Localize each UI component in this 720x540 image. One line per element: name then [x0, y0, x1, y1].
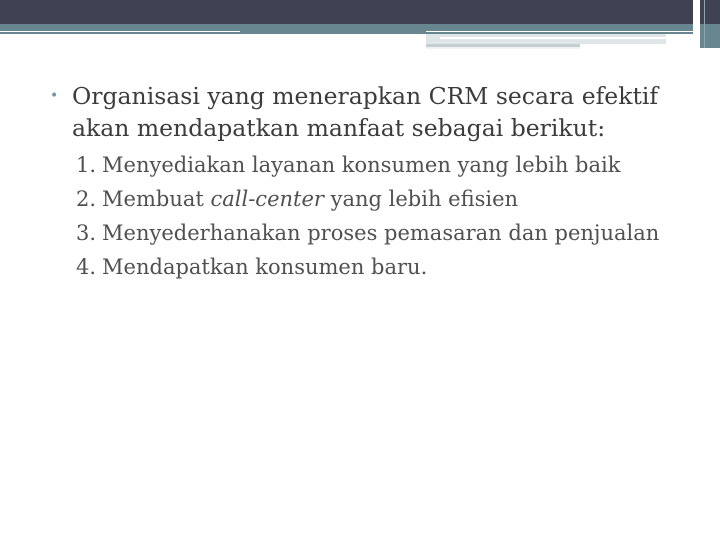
list-item-emphasis: call-center	[210, 187, 324, 211]
list-item-text	[102, 182, 700, 216]
header-accent-line	[0, 24, 720, 34]
list-number: 1.	[76, 153, 97, 177]
decor-corner	[693, 0, 700, 48]
decor-line	[0, 31, 240, 32]
list-number: 2.	[76, 187, 97, 211]
numbered-list	[76, 148, 700, 284]
decor-line	[426, 31, 696, 32]
list-item-text-pre: Membuat	[102, 187, 211, 211]
header-band	[0, 0, 720, 24]
decor-line	[440, 37, 666, 39]
decor-corner	[700, 24, 720, 48]
list-item-text: Menyediakan layanan konsumen yang lebih baik	[102, 153, 621, 177]
decor-line	[426, 47, 580, 49]
slide-content	[50, 80, 700, 284]
list-item	[76, 216, 700, 250]
bullet-text: Organisasi yang menerapkan CRM secara efektif akan mendapatkan manfaat sebagai berikut:	[72, 82, 659, 142]
bullet-item	[50, 80, 700, 144]
list-item-text: Menyederhanakan proses pemasaran dan penjualan	[102, 221, 660, 245]
list-number: 3.	[76, 221, 97, 245]
list-item-text: Mendapatkan konsumen baru.	[102, 255, 428, 279]
decor-corner-line	[704, 0, 705, 48]
decor-bar	[426, 34, 666, 44]
list-item	[76, 250, 700, 284]
list-item	[76, 148, 700, 182]
list-number: 4.	[76, 255, 97, 279]
list-item-text-post: yang lebih efisien	[323, 187, 519, 211]
bullet-dot-icon: •	[50, 88, 59, 104]
list-item	[76, 182, 700, 216]
